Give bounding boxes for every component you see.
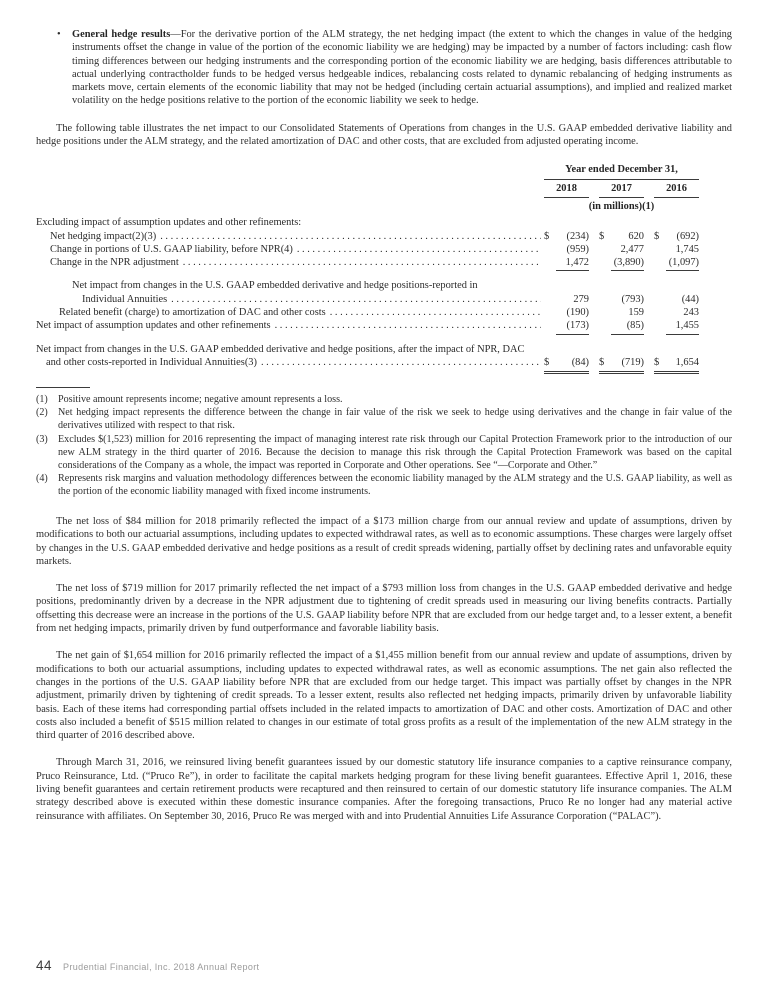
footnote (36, 472, 732, 498)
value-2017: 2,477 (620, 243, 644, 255)
dot-leader (330, 306, 541, 319)
page-footer (36, 958, 259, 973)
row-label: Change in portions of U.S. GAAP liability, before NPR(4) (50, 243, 293, 255)
value-2018: (84) (571, 356, 589, 368)
table-row (36, 256, 732, 271)
table-row (36, 319, 732, 334)
value-2018: 1,472 (556, 256, 589, 271)
year-header-2016: 2016 (654, 182, 699, 198)
value-2016: (44) (681, 293, 699, 305)
table-row-total (36, 356, 732, 374)
value-2016: 1,654 (675, 356, 699, 368)
footnote-text: Net hedging impact represents the difference between the change in fair value of the risk we seek to hedge using derivatives and the change in fair value of the derivatives utilized with respect to that risk. (58, 407, 732, 432)
footnote (36, 393, 732, 406)
units-note: (in millions)(1) (588, 200, 655, 212)
year-header-row (544, 182, 699, 198)
row-label-line2: and other costs-reported in Individual Annuities(3) (46, 356, 257, 368)
footnote-text: Represents risk margins and valuation methodology differences between the economic liability managed by the ALM strategy and the U.S. GAAP liability, as well as the portion of the economic liability managed with fixed income instruments. (58, 472, 732, 497)
dot-leader (275, 319, 541, 332)
table-row (36, 306, 732, 319)
value-2016: (692) (676, 230, 699, 242)
value-2018: (173) (556, 319, 589, 334)
table-row (36, 293, 732, 306)
dot-leader (160, 230, 541, 243)
value-2017: 620 (628, 230, 644, 242)
row-label-line1: Net impact from changes in the U.S. GAAP embedded derivative and hedge positions-reported in (72, 280, 478, 292)
row-label: Net hedging impact(2)(3) (50, 230, 157, 242)
page-number: 44 (36, 958, 53, 973)
period-header: Year ended December 31, (544, 163, 699, 179)
body-paragraphs (36, 515, 732, 823)
paragraph-2017-results: The net loss of $719 million for 2017 primarily reflected the net impact of a $793 million loss from changes in the U.S. GAAP embedded derivative and hedge positions, predominantly driven by a decrease in the NPR adjustment due to tightening of credit spreads used in measuring our living benefits contracts. Partially offsetting this decrease were an increase in the portions of the U.S. GAAP liability before NPR that are excluded from our hedge target and, to a lesser extent, a benefit from net hedging impacts, primarily driven by fund outperformance and favorable liability basis. (36, 583, 732, 635)
table-header (36, 163, 732, 213)
financial-table (36, 163, 732, 374)
table-row (36, 230, 732, 243)
dot-leader (183, 256, 541, 269)
value-2018: (959) (566, 243, 589, 255)
value-2017: (719) (621, 356, 644, 368)
footnote-text: Positive amount represents income; negative amount represents a loss. (58, 394, 343, 406)
value-2018: (234) (566, 230, 589, 242)
value-2016: 243 (683, 307, 699, 319)
paragraph-pruco-re: Through March 31, 2016, we reinsured living benefit guarantees issued by our domestic statutory life insurance companies to a captive reinsurance company, Pruco Reinsurance, Ltd. (“Pruco Re”), in order to facilitate the capital markets hedging program for these living benefit guarantees. Effective April 1, 2016, these living benefit guarantees and certain retirement products were recaptured and then reinsured to certain of our domestic statutory life insurance companies. The ALM strategy described above is executed within these domestic insurance companies. After the foregoing transactions, Pruco Re no longer had any material active reinsurance with affiliates. On September 30, 2016, Pruco Re was merged with and into Prudential Annuities Life Assurance Corporation (“PALAC”). (36, 757, 732, 822)
year-header-2017: 2017 (599, 182, 644, 198)
dollar-sign: $ (654, 356, 660, 368)
value-2017: (3,890) (611, 256, 644, 271)
dollar-sign: $ (599, 356, 605, 368)
value-2018: (190) (566, 307, 589, 319)
row-label: Related benefit (charge) to amortization of DAC and other costs (59, 307, 326, 319)
footnote-marker: (1) (36, 394, 48, 406)
table-header-columns (544, 163, 699, 213)
bullet-text: —For the derivative portion of the ALM strategy, the net hedging impact (the extent to which the changes in value of the hedging instruments offset the change in value of the portion of the economic liability we are hedging) may be impacted by a number of factors including: cash flow timing differences between our hedging instruments and the corresponding portion of the economic liability we are hedging, basis differences attributable to actual underlying contractholder funds to be hedged versus hedgeable indices, rebalancing costs related to dynamic rebalancing of hedging instruments as markets move, certain elements of the economic liability that may not be hedged (including certain actuarial assumptions), and implied and realized market volatility on the hedge positions relative to the portion of the economic liability we seek to hedge. (72, 29, 732, 107)
paragraph-2018-results: The net loss of $84 million for 2018 primarily reflected the impact of a $173 million charge from our annual review and update of assumptions, driven by modifications to both our actuarial assumptions, including updates to expected withdrawal rates, as well as to economic assumptions. These charges were largely offset by changes in the U.S. GAAP embedded derivative and hedge positions as a result of credit spreads widening, partially offset by declining rates and unfavorable equity markets. (36, 515, 732, 567)
value-2017: 159 (628, 307, 644, 319)
table-row (36, 216, 732, 229)
row-label: Excluding impact of assumption updates and other refinements: (36, 217, 302, 229)
footnote-marker: (3) (36, 433, 48, 445)
footnotes (36, 393, 732, 498)
table-header-spacer (36, 163, 544, 213)
dollar-sign: $ (544, 356, 550, 368)
intro-paragraph: The following table illustrates the net impact to our Consolidated Statements of Operations from changes in the U.S. GAAP embedded derivative liability and hedge positions under the ALM strategy, and the related amortization of DAC and other costs, that are excluded from adjusted operating income. (36, 122, 732, 148)
value-2016: 1,745 (675, 243, 699, 255)
value-2016: 1,455 (666, 319, 699, 334)
row-label: Net impact of assumption updates and other refinements (36, 320, 271, 332)
table-row (36, 243, 732, 256)
year-header-2018: 2018 (544, 182, 589, 198)
row-label-line1: Net impact from changes in the U.S. GAAP embedded derivative and hedge positions, after the impact of NPR, DAC (36, 343, 525, 355)
bullet-term: General hedge results (72, 29, 171, 40)
dollar-sign: $ (544, 230, 550, 242)
footnote (36, 406, 732, 432)
row-label-line2: Individual Annuities (82, 293, 168, 305)
bullet-icon: • (57, 29, 61, 40)
footnote-marker: (2) (36, 407, 48, 419)
dollar-sign: $ (654, 230, 660, 242)
bullet-paragraph (72, 28, 732, 108)
value-2017: (793) (621, 293, 644, 305)
value-2018: 279 (573, 293, 589, 305)
footnote-text: Excludes $(1,523) million for 2016 representing the impact of managing interest rate risk through our Capital Protection Framework prior to the introduction of our new ALM strategy in the third quarter of 2016. Because the decision to manage this risk through the Capital Protection Framework was based on the capital considerations of the Company as a whole, the impact was reported in Corporate and Other operations. See “—Corporate and Other.” (58, 433, 732, 471)
dot-leader (297, 243, 541, 256)
footnote-divider (36, 387, 90, 388)
footnote (36, 433, 732, 472)
dollar-sign: $ (599, 230, 605, 242)
dot-leader (261, 356, 541, 369)
footnote-marker: (4) (36, 472, 48, 484)
value-2016: (1,097) (666, 256, 699, 271)
dot-leader (171, 293, 541, 306)
report-title: Prudential Financial, Inc. 2018 Annual Report (63, 962, 260, 972)
paragraph-2016-results: The net gain of $1,654 million for 2016 primarily reflected the impact of a $1,455 million benefit from our annual review and update of assumptions, driven by modifications to both our actuarial assumptions, including updates to expected withdrawal rates, as well as economic assumptions. The net gain also reflected the changes in the portions of the U.S. GAAP liability before NPR that are excluded from our hedge target. This impact was partially offset by changes in the NPR adjustment, primarily driven by tightening of credit spreads. To a lesser extent, results also reflected net hedging impacts, primarily driven by unfavorable liability basis. Each of these items had corresponding partial offsets included in the related impacts to amortization of DAC and other costs. Amortization of DAC and other costs also included a benefit of $515 million related to changes in our estimate of total gross profits as a result of the implementation of the new ALM strategy in the third quarter of 2016 described above. (36, 650, 732, 742)
value-2017: (85) (611, 319, 644, 334)
bullet-item (36, 28, 732, 108)
row-label: Change in the NPR adjustment (50, 257, 179, 269)
